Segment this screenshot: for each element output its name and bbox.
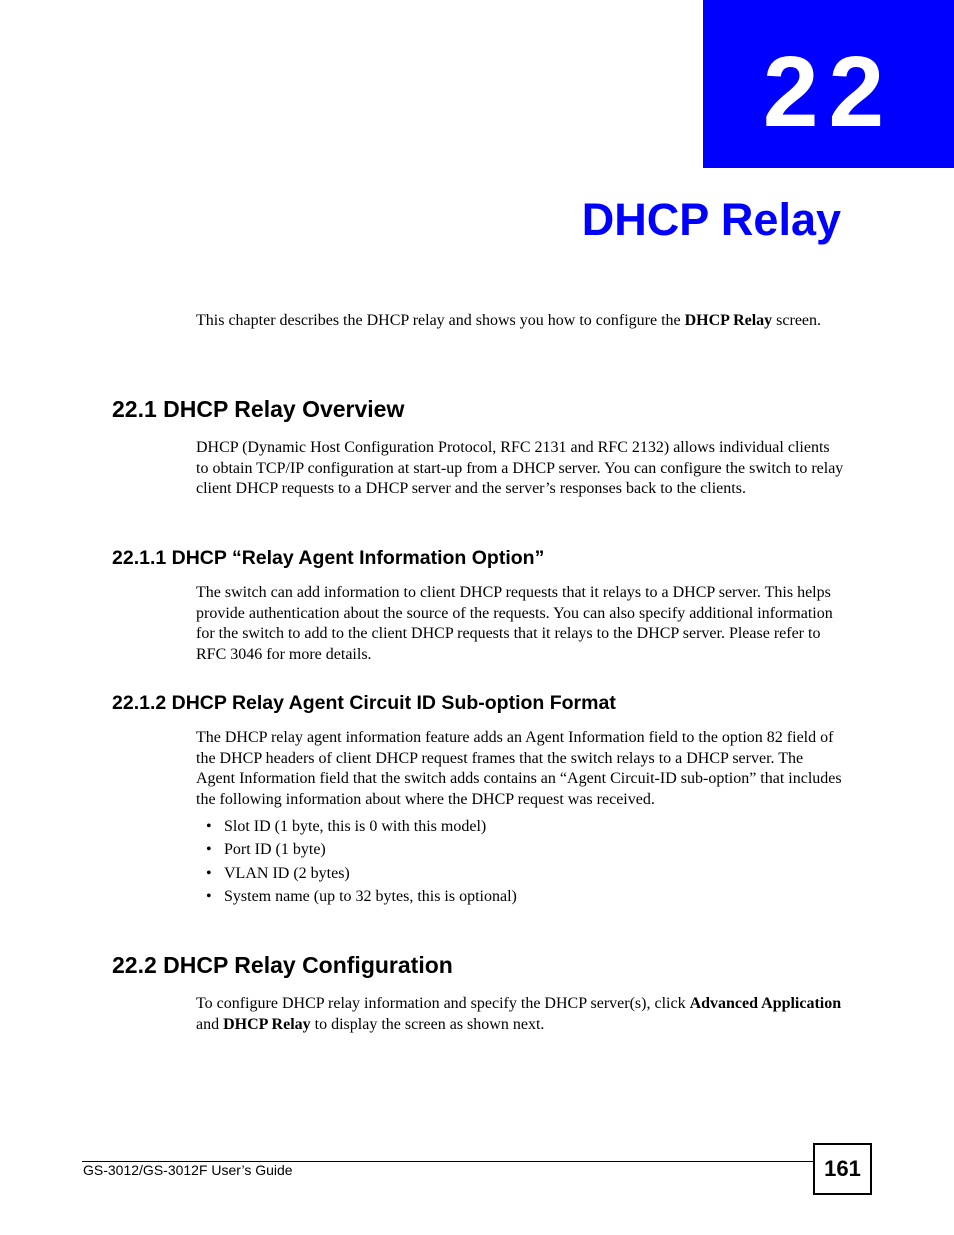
list-item-text: Slot ID (1 byte, this is 0 with this model) [224, 818, 487, 835]
list-item: • System name (up to 32 bytes, this is optional) [206, 887, 517, 905]
intro-text: This chapter describes the DHCP relay and shows you how to configure the [196, 312, 685, 329]
list-item-text: VLAN ID (2 bytes) [224, 864, 350, 882]
list-item-text: Port ID (1 byte) [224, 841, 326, 859]
intro-paragraph [196, 311, 844, 332]
section-heading-22-2: 22.2 DHCP Relay Configuration [112, 952, 453, 978]
section-body-22-2 [196, 994, 844, 1035]
chapter-number-box [703, 0, 954, 168]
page-number: 161 [813, 1143, 872, 1195]
list-item: • Slot ID (1 byte, this is 0 with this model) [206, 818, 487, 835]
list-item: • Port ID (1 byte) [206, 841, 326, 859]
body-text: and [196, 1015, 224, 1033]
section-heading-22-1-1: 22.1.1 DHCP “Relay Agent Information Option” [112, 547, 545, 569]
menu-path-advanced-application: Advanced Application [689, 995, 842, 1012]
body-text: To configure DHCP relay information and specify the DHCP server(s), click [196, 995, 690, 1012]
chapter-title: DHCP Relay [581, 194, 841, 245]
section-body-22-1-2: The DHCP relay agent information feature adds an Agent Information field to the option 82 field of the DHCP headers of client DHCP request frames that the switch relays to a DHCP server. The Agent Information field that the switch adds contains an “Agent Circuit-ID sub-option” that includes the following information about where the DHCP request was received. [196, 729, 842, 808]
body-text: to display the screen as shown next. [310, 1015, 545, 1033]
footer-guide-title: GS-3012/GS-3012F User’s Guide [83, 1162, 293, 1178]
bullet-list [206, 817, 517, 910]
list-item: • VLAN ID (2 bytes) [206, 864, 350, 882]
section-heading-22-1: 22.1 DHCP Relay Overview [112, 396, 405, 422]
menu-path-dhcp-relay: DHCP Relay [223, 1015, 311, 1033]
list-item-text: System name (up to 32 bytes, this is optional) [224, 887, 517, 905]
intro-bold: DHCP Relay [684, 312, 773, 329]
chapter-number: 22 [762, 36, 895, 148]
section-heading-22-1-2: 22.1.2 DHCP Relay Agent Circuit ID Sub-option Format [112, 692, 616, 714]
section-body-22-1-1: The switch can add information to client DHCP requests that it relays to a DHCP server. This helps provide authentication about the source of the requests. You can also specify additional information for the switch to add to the client DHCP requests that it relays to the DHCP server. Please refer to RFC 3046 for more details. [196, 584, 833, 663]
section-body-22-1: DHCP (Dynamic Host Configuration Protocol, RFC 2131 and RFC 2132) allows individual clients to obtain TCP/IP configuration at start-up from a DHCP server. You can configure the switch to relay client DHCP requests to a DHCP server and the server’s responses back to the clients. [196, 439, 844, 497]
intro-text-end: screen. [772, 312, 822, 329]
